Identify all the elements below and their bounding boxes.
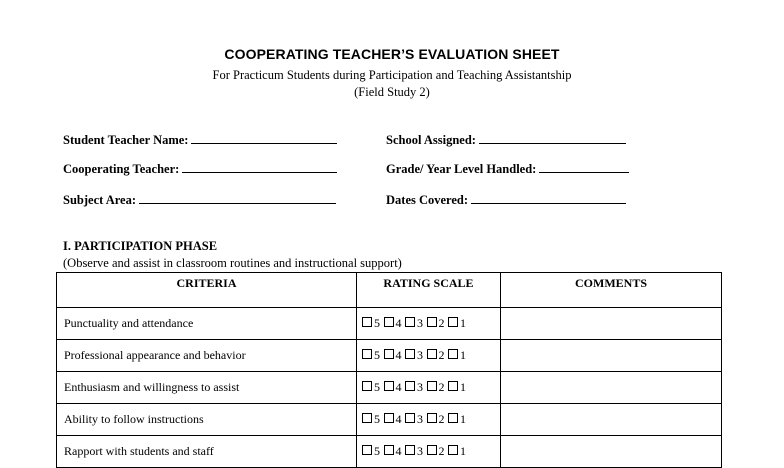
criteria-cell: Enthusiasm and willingness to assist: [57, 372, 357, 404]
grade-year-level-label: Grade/ Year Level Handled:: [386, 162, 537, 176]
evaluation-table: [56, 272, 722, 468]
rating-option-label: 3: [417, 348, 424, 362]
criteria-cell: Professional appearance and behavior: [57, 340, 357, 372]
grade-year-level-blank[interactable]: [539, 162, 629, 173]
rating-checkbox[interactable]: [362, 413, 372, 423]
rating-option-label: 3: [417, 380, 424, 394]
rating-checkbox[interactable]: [405, 413, 415, 423]
rating-checkbox[interactable]: [405, 317, 415, 327]
rating-option-label: 2: [438, 444, 445, 458]
rating-checkbox[interactable]: [362, 317, 372, 327]
dates-covered-blank[interactable]: [471, 193, 626, 204]
rating-option-label: 1: [460, 316, 467, 330]
rating-option-label: 4: [395, 412, 402, 426]
rating-checkbox[interactable]: [448, 445, 458, 455]
rating-checkbox[interactable]: [448, 381, 458, 391]
rating-option-label: 2: [438, 412, 445, 426]
rating-checkbox[interactable]: [405, 349, 415, 359]
rating-scale-cell: [357, 340, 501, 372]
rating-checkbox[interactable]: [362, 445, 372, 455]
cooperating-teacher-field: [63, 162, 337, 177]
rating-option-label: 3: [417, 412, 424, 426]
comments-cell[interactable]: [501, 308, 722, 340]
document-subtitle: For Practicum Students during Participation and Teaching Assistantship: [212, 68, 572, 82]
subject-area-blank[interactable]: [139, 193, 336, 204]
rating-option-label: 4: [395, 316, 402, 330]
rating-checkbox[interactable]: [384, 381, 394, 391]
rating-option-label: 2: [438, 380, 445, 394]
document-subtitle-field-study: (Field Study 2): [354, 85, 430, 99]
rating-option-label: 1: [460, 412, 467, 426]
rating-option-label: 1: [460, 380, 467, 394]
rating-option-label: 5: [374, 316, 381, 330]
student-teacher-name-field: [63, 133, 337, 148]
document-title: COOPERATING TEACHER’S EVALUATION SHEET: [224, 46, 560, 62]
criteria-column-header: CRITERIA: [57, 273, 357, 308]
rating-option-label: 4: [395, 444, 402, 458]
rating-option-label: 3: [417, 444, 424, 458]
rating-checkbox[interactable]: [405, 445, 415, 455]
rating-scale-cell: [357, 372, 501, 404]
subject-area-label: Subject Area:: [63, 193, 137, 207]
student-teacher-name-blank[interactable]: [191, 133, 337, 144]
rating-scale-cell: [357, 436, 501, 468]
rating-checkbox[interactable]: [362, 349, 372, 359]
subject-area-field: [63, 193, 336, 208]
table-row: [57, 340, 722, 372]
rating-option-label: 5: [374, 444, 381, 458]
rating-scale-column-header: RATING SCALE: [357, 273, 501, 308]
cooperating-teacher-blank[interactable]: [182, 162, 337, 173]
rating-checkbox[interactable]: [427, 413, 437, 423]
rating-option-label: 4: [395, 380, 402, 394]
rating-checkbox[interactable]: [427, 349, 437, 359]
rating-option-label: 2: [438, 348, 445, 362]
comments-cell[interactable]: [501, 404, 722, 436]
dates-covered-label: Dates Covered:: [386, 193, 469, 207]
criteria-cell: Punctuality and attendance: [57, 308, 357, 340]
rating-scale-cell: [357, 308, 501, 340]
school-assigned-field: [386, 133, 626, 148]
comments-cell[interactable]: [501, 340, 722, 372]
rating-checkbox[interactable]: [362, 381, 372, 391]
rating-checkbox[interactable]: [384, 317, 394, 327]
dates-covered-field: [386, 193, 626, 208]
student-teacher-name-label: Student Teacher Name:: [63, 133, 189, 147]
rating-option-label: 5: [374, 348, 381, 362]
criteria-cell: Ability to follow instructions: [57, 404, 357, 436]
table-row: [57, 404, 722, 436]
rating-checkbox[interactable]: [427, 381, 437, 391]
comments-column-header: COMMENTS: [501, 273, 722, 308]
rating-checkbox[interactable]: [448, 317, 458, 327]
criteria-cell: Rapport with students and staff: [57, 436, 357, 468]
rating-checkbox[interactable]: [448, 349, 458, 359]
rating-option-label: 5: [374, 412, 381, 426]
school-assigned-label: School Assigned:: [386, 133, 476, 147]
rating-option-label: 5: [374, 380, 381, 394]
participation-phase-note: (Observe and assist in classroom routines and instructional support): [63, 256, 402, 270]
rating-checkbox[interactable]: [405, 381, 415, 391]
rating-option-label: 2: [438, 316, 445, 330]
participation-phase-heading: I. PARTICIPATION PHASE: [63, 239, 218, 253]
table-row: [57, 308, 722, 340]
rating-checkbox[interactable]: [427, 317, 437, 327]
cooperating-teacher-label: Cooperating Teacher:: [63, 162, 180, 176]
school-assigned-blank[interactable]: [479, 133, 626, 144]
rating-scale-cell: [357, 404, 501, 436]
comments-cell[interactable]: [501, 436, 722, 468]
rating-checkbox[interactable]: [427, 445, 437, 455]
table-row: [57, 436, 722, 468]
rating-checkbox[interactable]: [384, 349, 394, 359]
rating-checkbox[interactable]: [384, 413, 394, 423]
table-row: [57, 372, 722, 404]
rating-option-label: 1: [460, 348, 467, 362]
rating-checkbox[interactable]: [448, 413, 458, 423]
rating-checkbox[interactable]: [384, 445, 394, 455]
rating-option-label: 1: [460, 444, 467, 458]
rating-option-label: 4: [395, 348, 402, 362]
table-header-row: [57, 273, 722, 308]
comments-cell[interactable]: [501, 372, 722, 404]
grade-year-level-field: [386, 162, 629, 177]
rating-option-label: 3: [417, 316, 424, 330]
